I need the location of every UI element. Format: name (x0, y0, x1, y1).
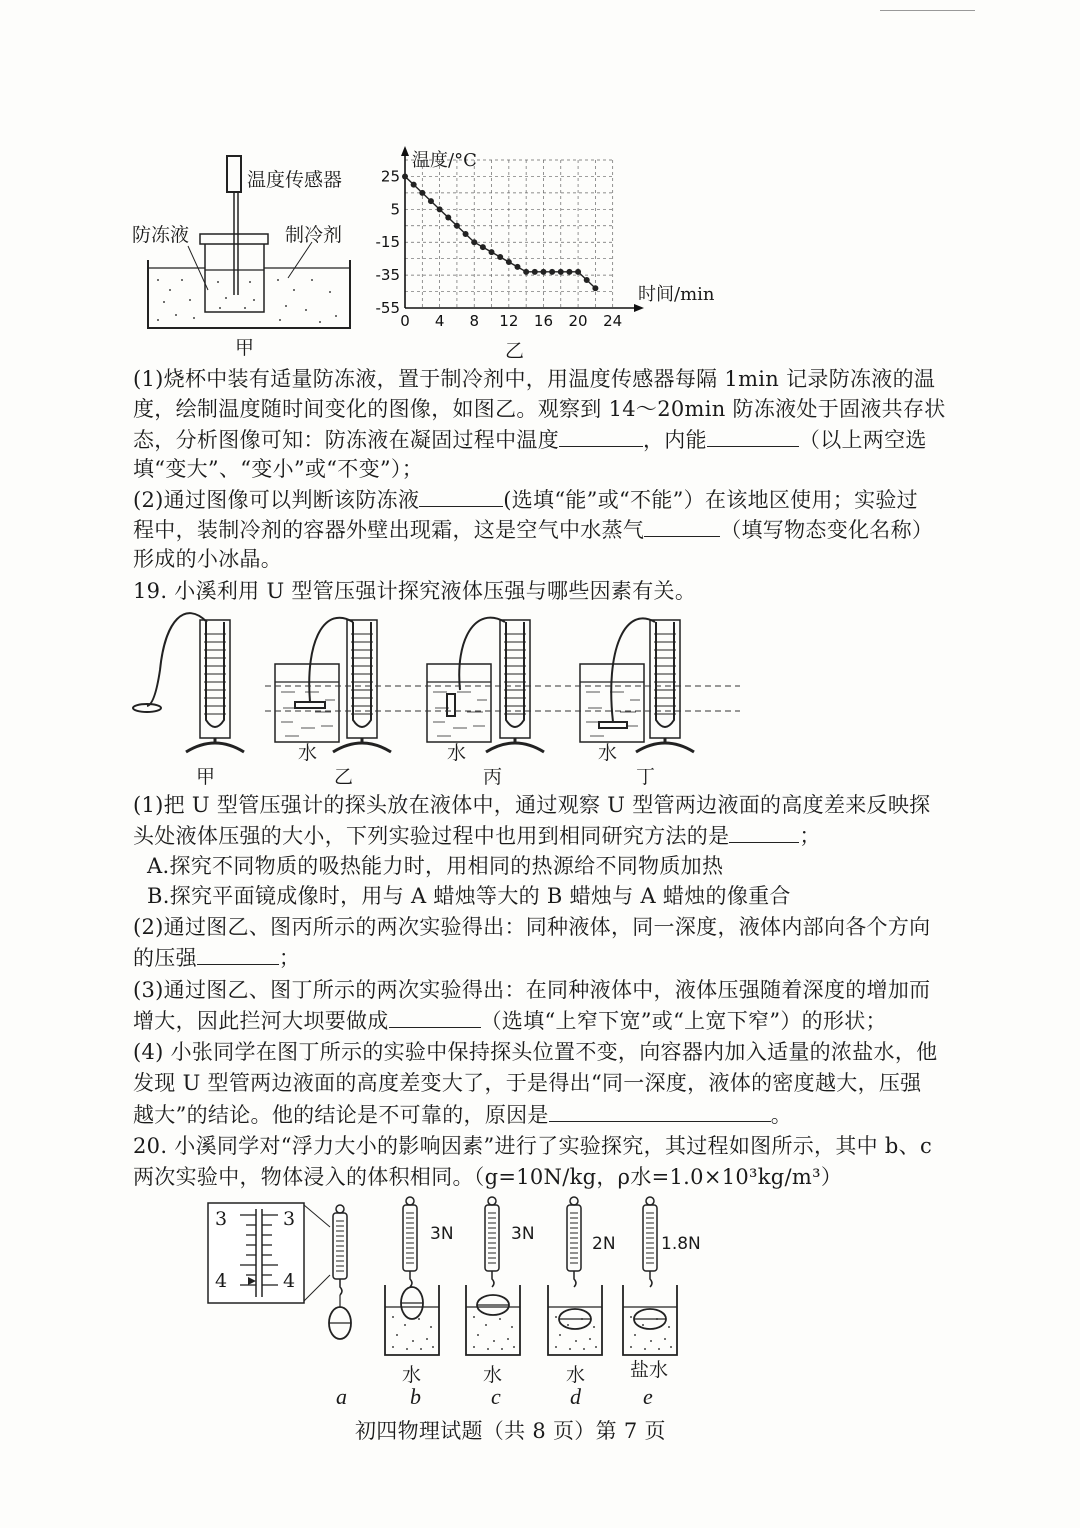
q18-p1-line3 (133, 424, 927, 455)
chart-data-point (592, 285, 598, 291)
scale-bottom-right: 4 (283, 1270, 296, 1292)
chart-data-point (540, 269, 546, 275)
chart-data-point (566, 269, 572, 275)
chart-data-point (506, 259, 512, 265)
chart-data-point (480, 244, 486, 250)
q19-p4-line3b: 。 (770, 1103, 793, 1127)
q19-label-yi: 乙 (334, 766, 354, 788)
chart-x-tick-label: 12 (499, 312, 519, 330)
chart-data-point (411, 182, 417, 188)
chart-data-point (437, 206, 443, 212)
chart-y-axis-label: 温度/°C (412, 150, 477, 171)
q18-p2-line2 (133, 514, 933, 545)
q19-p2-line1: (2)通过图乙、图丙所示的两次实验得出：同种液体，同一深度，液体内部向各个方向 (133, 915, 931, 939)
sensor-label: 温度传感器 (247, 169, 343, 191)
chart-data-point (532, 269, 538, 275)
chart-x-tick-label: 8 (469, 312, 480, 330)
q20-line1: 20. 小溪同学对“浮力大小的影响因素”进行了实验探究，其过程如图所示，其中 b、c (133, 1134, 933, 1158)
q18-p1-line3b: ，内能 (643, 428, 707, 452)
chart-x-tick-label: 24 (603, 312, 623, 330)
q19-p4-line1: (4) 小张同学在图丁所示的实验中保持探头位置不变，向容器内加入适量的浓盐水，他 (133, 1040, 938, 1064)
buoyancy-experiment-figure (200, 1195, 720, 1375)
q19-p2-line2a: 的压强 (133, 946, 197, 970)
answer-blank[interactable] (707, 424, 799, 447)
q18-p2-line1a: (2)通过图像可以判断该防冻液 (133, 488, 420, 512)
chart-x-tick-label: 0 (400, 312, 410, 330)
q19-title: 19. 小溪利用 U 型管压强计探究液体压强与哪些因素有关。 (133, 579, 697, 603)
q19-p3-line2b: （选填“上窄下宽”或“上宽下窄”）的形状； (480, 1009, 887, 1033)
chart-data-point (523, 269, 529, 275)
chart-y-arrow (401, 146, 409, 156)
q19-label-ding: 丁 (636, 766, 656, 788)
chart-data-point (419, 190, 425, 196)
q18-p2-line3: 形成的小冰晶。 (133, 547, 283, 571)
q19-label-jia: 甲 (196, 766, 216, 788)
chart-data-point (549, 269, 555, 275)
antifreeze-label: 防冻液 (132, 224, 190, 246)
q19-label-bing: 丙 (483, 766, 503, 788)
chart-data-point (584, 277, 590, 283)
chart-data-point (463, 231, 469, 237)
chart-x-axis-label: 时间/min (638, 284, 715, 305)
q18-p2-line2b: （填写物态变化名称） (720, 518, 934, 542)
liquid-label-b: 水 (402, 1364, 422, 1386)
answer-blank[interactable] (644, 514, 720, 537)
exp-label-c: c (491, 1384, 501, 1409)
chart-data-point (471, 239, 477, 245)
q20-line2: 两次实验中，物体浸入的体积相同。（g=10N/kg，ρ水=1.0×10³kg/m³） (133, 1165, 843, 1189)
answer-blank[interactable] (559, 424, 643, 447)
q19-option-b: B.探究平面镜成像时，用与 A 蜡烛等大的 B 蜡烛与 A 蜡烛的像重合 (147, 884, 791, 908)
q19-p1-line2b: ； (799, 824, 821, 848)
scale-top-right: 3 (283, 1208, 296, 1230)
caption-jia-18: 甲 (235, 337, 255, 359)
exp-label-b: b (410, 1384, 421, 1409)
q19-p3-line1: (3)通过图乙、图丁所示的两次实验得出：在同种液体中，液体压强随着深度的增加而 (133, 978, 931, 1002)
q18-p2-line2a: 程中，装制冷剂的容器外壁出现霜，这是空气中水蒸气 (133, 518, 645, 542)
q18-p1-line3a: 态，分析图像可知：防冻液在凝固过程中温度 (133, 428, 559, 452)
q18-p2-line1b: (选填“能”或“不能”）在该地区使用；实验过 (503, 488, 918, 512)
chart-y-tick-label: -35 (375, 266, 400, 285)
answer-blank[interactable] (419, 484, 503, 507)
q18-p2-line1 (133, 484, 918, 515)
q19-p4-line3a: 越大”的结论。他的结论是不可靠的，原因是 (133, 1103, 549, 1127)
exp-label-d: d (570, 1384, 581, 1409)
q18-p1-line2: 度，绘制温度随时间变化的图像，如图乙。观察到 14～20min 防冻液处于固液共存状 (133, 397, 946, 421)
chart-data-point (445, 215, 451, 221)
q18-p1-line1: (1)烧杯中装有适量防冻液，置于制冷剂中，用温度传感器每隔 1min 记录防冻液的温 (133, 367, 936, 391)
chart-x-tick-label: 16 (533, 312, 554, 330)
reading-d: 2N (592, 1234, 616, 1254)
q19-p3-line2a: 增大，因此拦河大坝要做成 (133, 1009, 389, 1033)
q19-p4-line2: 发现 U 型管两边液面的高度差变大了，于是得出“同一深度，液体的密度越大，压强 (133, 1071, 922, 1095)
liquid-label-d: 水 (566, 1364, 586, 1386)
chart-y-tick-label: 5 (390, 200, 400, 219)
scale-bottom-left: 4 (215, 1270, 228, 1292)
q19-water-label-ding: 水 (598, 742, 618, 764)
chart-data-point (497, 254, 503, 260)
reading-e: 1.8N (661, 1234, 701, 1254)
q18-p1-line4: 填“变大”、“变小”或“不变”）； (133, 457, 424, 481)
q19-p1-line2a: 头处液体压强的大小，下列实验过程中也用到相同研究方法的是 (133, 824, 730, 848)
liquid-label-c: 水 (483, 1364, 503, 1386)
q18-p1-line3c: （以上两空选 (798, 428, 927, 452)
q19-water-label-yi: 水 (298, 742, 318, 764)
answer-blank[interactable] (389, 1005, 481, 1028)
q19-option-a: A.探究不同物质的吸热能力时，用相同的热源给不同物质加热 (147, 854, 724, 878)
q19-p1-line1: (1)把 U 型管压强计的探头放在液体中，通过观察 U 型管两边液面的高度差来反映探 (133, 793, 931, 817)
page-footer: 初四物理试题（共 8 页）第 7 页 (355, 1419, 666, 1443)
coolant-label: 制冷剂 (285, 224, 343, 246)
q19-p2-line2b: ； (278, 946, 301, 970)
u-tube-manometer-figure (125, 610, 755, 760)
chart-y-tick-label: -15 (375, 233, 400, 252)
exp-label-a: a (336, 1384, 347, 1409)
chart-data-point (428, 198, 434, 204)
chart-x-tick-label: 4 (434, 312, 445, 330)
chart-data-point (558, 269, 564, 275)
answer-blank[interactable] (729, 820, 799, 843)
answer-blank[interactable] (197, 942, 279, 965)
q19-p2-line2 (133, 942, 300, 973)
chart-data-point (454, 223, 460, 229)
answer-blank[interactable] (549, 1099, 771, 1122)
q19-p3-line2 (133, 1005, 887, 1036)
reading-b: 3N (430, 1224, 454, 1244)
q19-p1-line2 (133, 820, 821, 851)
chart-y-tick-label: 25 (380, 167, 400, 186)
exp-label-e: e (643, 1384, 653, 1409)
chart-data-point (575, 269, 581, 275)
chart-data-point (402, 173, 408, 179)
caption-yi-18: 乙 (505, 340, 525, 362)
q19-water-label-bing: 水 (447, 742, 467, 764)
liquid-label-e: 盐水 (630, 1359, 669, 1381)
top-rule (880, 10, 975, 11)
chart-data-point (489, 249, 495, 255)
chart-data-point (515, 264, 521, 270)
chart-x-tick-label: 20 (568, 312, 588, 330)
q19-p4-line3 (133, 1099, 792, 1130)
chart-y-tick-label: -55 (375, 299, 400, 317)
scale-top-left: 3 (215, 1208, 228, 1230)
reading-c: 3N (511, 1224, 535, 1244)
